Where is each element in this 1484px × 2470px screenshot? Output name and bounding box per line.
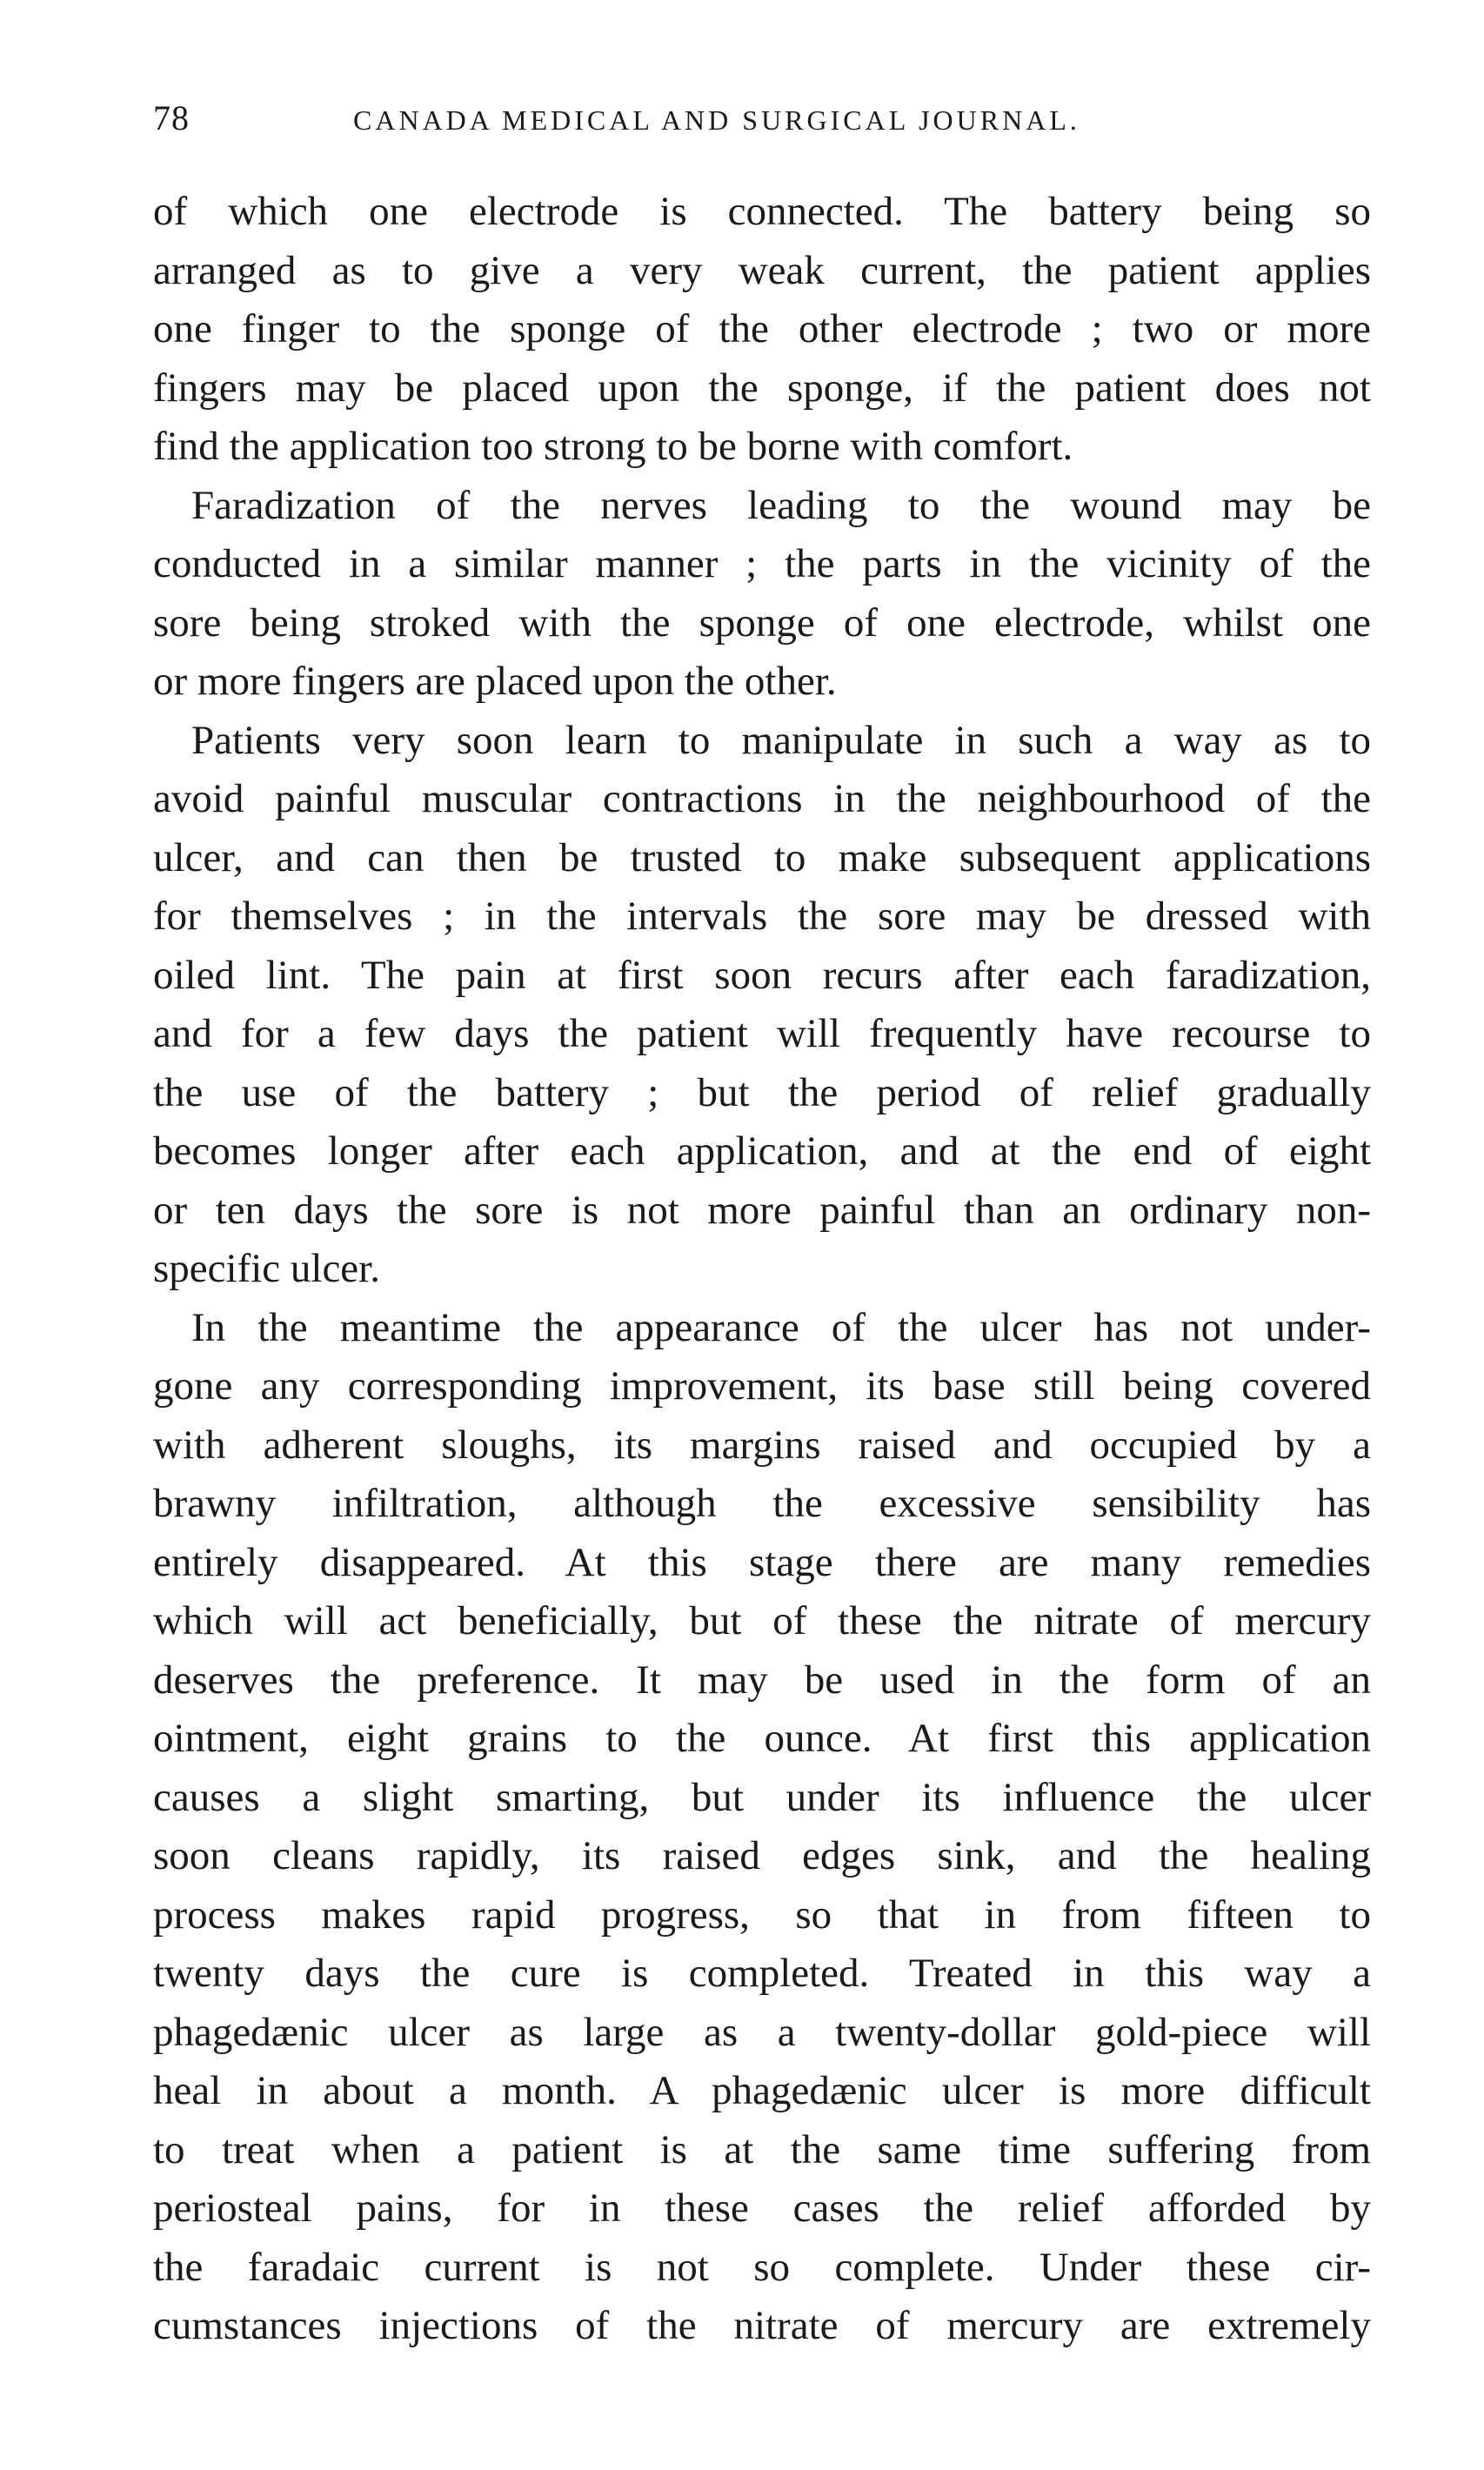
- text-line: phagedænic ulcer as large as a twenty-dollar gold-piece will: [153, 2009, 1371, 2055]
- text-line: process makes rapid progress, so that in from fifteen to: [153, 1891, 1371, 1938]
- text-line: and for a few days the patient will frequently have recourse to: [153, 1011, 1371, 1056]
- text-line: to treat when a patient is at the same time suffering from: [153, 2126, 1371, 2172]
- text-line: Faradization of the nerves leading to the wound may be: [191, 482, 1371, 528]
- body-text: [153, 183, 1371, 2356]
- text-line: soon cleans rapidly, its raised edges sink, and the healing: [153, 1833, 1371, 1878]
- text-line: gone any corresponding improvement, its base still being covered: [153, 1363, 1371, 1409]
- text-line: find the application too strong to be borne with comfort.: [153, 424, 1073, 469]
- text-line: becomes longer after each application, and at the end of eight: [153, 1128, 1371, 1174]
- text-line: In the meantime the appearance of the ulcer has not under-: [191, 1304, 1371, 1350]
- text-line: deserves the preference. It may be used in the form of an: [153, 1657, 1371, 1703]
- text-line: the use of the battery ; but the period of relief gradually: [153, 1069, 1371, 1115]
- text-line: of which one electrode is connected. The battery being so: [153, 189, 1371, 234]
- text-line: causes a slight smarting, but under its influence the ulcer: [153, 1774, 1371, 1820]
- text-line: ointment, eight grains to the ounce. At first this application: [153, 1716, 1371, 1761]
- text-line: with adherent sloughs, its margins raised and occupied by a: [153, 1422, 1371, 1468]
- text-line: arranged as to give a very weak current, the patient applies: [153, 247, 1371, 293]
- text-line: oiled lint. The pain at first soon recurs after each faradization,: [153, 952, 1371, 998]
- text-line: sore being stroked with the sponge of one electrode, whilst one: [153, 599, 1371, 646]
- text-line: fingers may be placed upon the sponge, if the patient does not: [153, 365, 1371, 411]
- text-line: or ten days the sore is not more painful than an ordinary non-: [153, 1187, 1371, 1233]
- text-line: heal in about a month. A phagedænic ulcer is more difficult: [153, 2068, 1371, 2113]
- text-line: entirely disappeared. At this stage there are many remedies: [153, 1539, 1371, 1585]
- text-line: periosteal pains, for in these cases the relief afforded by: [153, 2186, 1371, 2231]
- page-header: [153, 97, 1371, 150]
- text-line: Patients very soon learn to manipulate in such a way as to: [191, 717, 1371, 763]
- text-line: specific ulcer.: [153, 1246, 380, 1291]
- text-line: or more fingers are placed upon the other.: [153, 659, 837, 704]
- text-line: twenty days the cure is completed. Treated in this way a: [153, 1951, 1371, 1996]
- text-line: ulcer, and can then be trusted to make subsequent applications: [153, 834, 1371, 880]
- text-line: avoid painful muscular contractions in the neighbourhood of the: [153, 776, 1371, 821]
- page-number: 78: [153, 98, 190, 137]
- text-line: the faradaic current is not so complete. Under these cir-: [153, 2244, 1371, 2290]
- text-line: one finger to the sponge of the other electrode ; two or more: [153, 306, 1371, 351]
- text-line: brawny infiltration, although the excessive sensibility has: [153, 1481, 1371, 1526]
- running-title: CANADA MEDICAL AND SURGICAL JOURNAL.: [353, 104, 1080, 136]
- text-line: which will act beneficially, but of these the nitrate of mercury: [153, 1598, 1371, 1643]
- text-line: for themselves ; in the intervals the sore may be dressed with: [153, 894, 1371, 939]
- text-line: conducted in a similar manner ; the parts in the vicinity of the: [153, 541, 1371, 586]
- text-line: cumstances injections of the nitrate of mercury are extremely: [153, 2303, 1371, 2348]
